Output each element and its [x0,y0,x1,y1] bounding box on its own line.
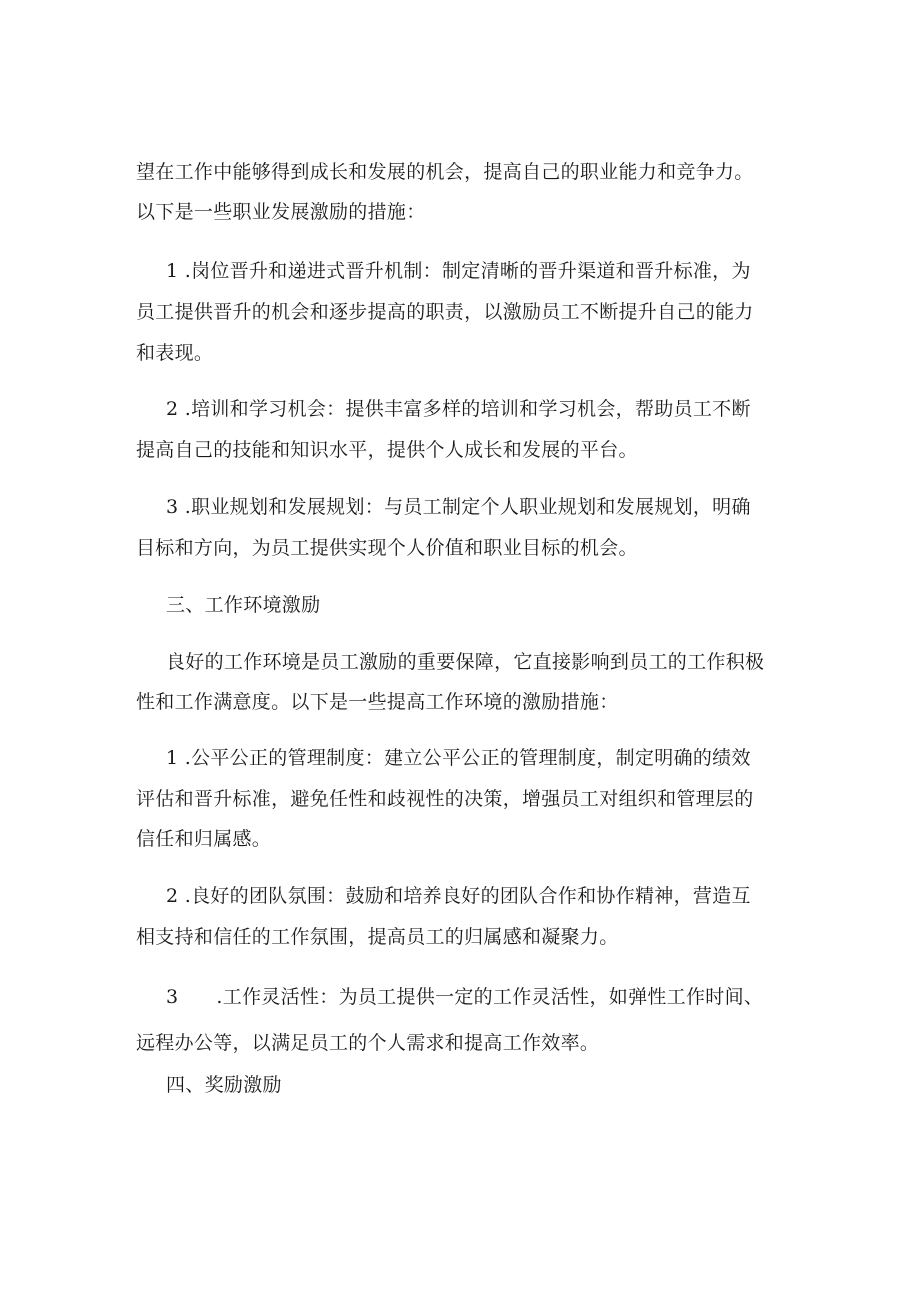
list-item-line: 1 .岗位晋升和递进式晋升机制：制定清晰的晋升渠道和晋升标准，为 [166,260,751,282]
list-item-line: 2 .培训和学习机会：提供丰富多样的培训和学习机会，帮助员工不断 [166,398,751,420]
list-item-line: 远程办公等，以满足员工的个人需求和提高工作效率。 [136,1032,600,1054]
list-item-line: 员工提供晋升的机会和逐步提高的职责，以激励员工不断提升自己的能力 [136,301,754,323]
list-item-line: 3 .职业规划和发展规划：与员工制定个人职业规划和发展规划，明确 [166,496,751,518]
list-item-line: 1 .公平公正的管理制度：建立公平公正的管理制度，制定明确的绩效 [166,747,751,769]
paragraph-line: 良好的工作环境是员工激励的重要保障，它直接影响到员工的工作积极 [166,651,765,673]
list-item-line: 目标和方向，为员工提供实现个人价值和职业目标的机会。 [136,537,638,559]
list-item-line: 提高自己的技能和知识水平，提供个人成长和发展的平台。 [136,439,638,461]
section-heading: 三、工作环境激励 [166,594,321,616]
list-item-line: 相支持和信任的工作氛围，提高员工的归属感和凝聚力。 [136,926,619,948]
list-item-line: 3 .工作灵活性：为员工提供一定的工作灵活性，如弹性工作时间、 [166,986,764,1008]
list-item-line: 2 .良好的团队氛围：鼓励和培养良好的团队合作和协作精神，营造互 [166,885,751,907]
list-item-line: 信任和归属感。 [136,828,272,850]
section-heading: 四、奖励激励 [166,1074,282,1096]
paragraph-line: 以下是一些职业发展激励的措施： [136,201,426,223]
list-item-line: 评估和晋升标准，避免任性和歧视性的决策，增强员工对组织和管理层的 [136,788,754,810]
list-item-line: 和表现。 [136,342,214,364]
paragraph-line: 望在工作中能够得到成长和发展的机会，提高自己的职业能力和竞争力。 [136,161,754,183]
paragraph-line: 性和工作满意度。以下是一些提高工作环境的激励措施： [136,691,619,713]
